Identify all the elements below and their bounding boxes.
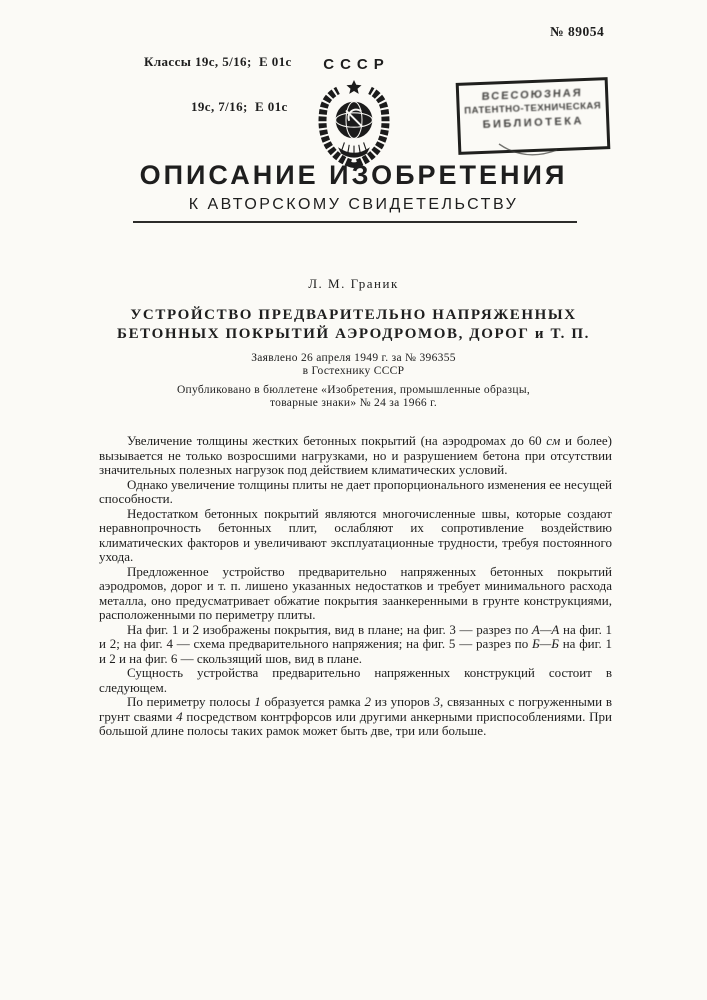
filing-line1: Заявлено 26 апреля 1949 г. за № 396355 [251, 352, 456, 364]
publication-line2: товарные знаки» № 24 за 1966 г. [270, 397, 437, 409]
invention-title [0, 306, 707, 344]
invention-title-line2: БЕТОННЫХ ПОКРЫТИЙ АЭРОДРОМОВ, ДОРОГ и Т. П. [117, 326, 590, 342]
invention-title-line1: УСТРОЙСТВО ПРЕДВАРИТЕЛЬНО НАПРЯЖЕННЫХ [130, 307, 577, 323]
filing-line2: в Гостехнику СССР [302, 365, 405, 377]
publication-line1: Опубликовано в бюллетене «Изобретения, промышленные образцы, [176, 384, 531, 396]
filing-info [0, 352, 707, 378]
body-paragraph: Увеличение толщины жестких бетонных покрытий (на аэродромах до 60 см и более) вызывается не только возросшими нагрузками, но и разрушением бетона при отсутствии значительных полезных нагрузок под действием климатических условий. [99, 433, 612, 477]
body-paragraph: Однако увеличение толщины плиты не дает пропорционального изменения ее несущей способности. [99, 476, 612, 506]
body-paragraph: Недостатком бетонных покрытий являются многочисленные швы, которые создают неравнопрочность бетонных плит, ослабляют их сопротивление воздействию климатических факторов и увеличивают эксплуатационные трудности, требуя постоянного ухода. [99, 505, 612, 564]
patent-classes-line1: Классы 19с, 5/16; Е 01с [144, 54, 292, 69]
body-paragraph: Сущность устройства предварительно напряженных конструкций состоит в следующем. [99, 665, 612, 695]
body-text [99, 434, 612, 739]
stamp-line3: БИБЛИОТЕКА [482, 115, 585, 131]
patent-classes-line2: 19с, 7/16; Е 01с [191, 99, 288, 114]
ussr-coat-of-arms-icon [314, 80, 394, 168]
document-title: ОПИСАНИЕ ИЗОБРЕТЕНИЯ [139, 160, 568, 190]
horizontal-rule [133, 221, 577, 223]
patent-number: № 89054 [550, 24, 605, 39]
body-paragraph: Предложенное устройство предварительно напряженных бетонных покрытий аэродромов, дорог и т. п. лишено указанных недостатков и требует минимального расхода металла, оно предусматривает обжатие покрытия заанкеренными в грунте конструкциями, расположенными по периметру плиты. [99, 563, 612, 622]
country-label: СССР [323, 56, 390, 73]
publication-info [0, 384, 707, 410]
body-paragraph: На фиг. 1 и 2 изображены покрытия, вид в плане; на фиг. 3 — разрез по А—А на фиг. 1 и 2; на фиг. 4 — схема предварительного напряжения; на фиг. 5 — разрез по Б—Б на фиг. 1 и 2 и на фиг. 6 — скользящий шов, вид в плане. [99, 621, 612, 666]
stamp-line1: ВСЕСОЮЗНАЯ [481, 87, 583, 103]
body-paragraph: По периметру полосы 1 образуется рамка 2 из упоров 3, связанных с погруженными в грунт сваями 4 посредством контрфорсов или другими анкерными приспособлениями. При большой длине полосы таких рамок может быть две, три или больше. [99, 694, 613, 738]
author-name: Л. М. Граник [308, 276, 399, 291]
stamp-line2: ПАТЕНТНО-ТЕХНИЧЕСКАЯ [464, 100, 602, 117]
document-subtitle: К АВТОРСКОМУ СВИДЕТЕЛЬСТВУ [188, 196, 519, 213]
